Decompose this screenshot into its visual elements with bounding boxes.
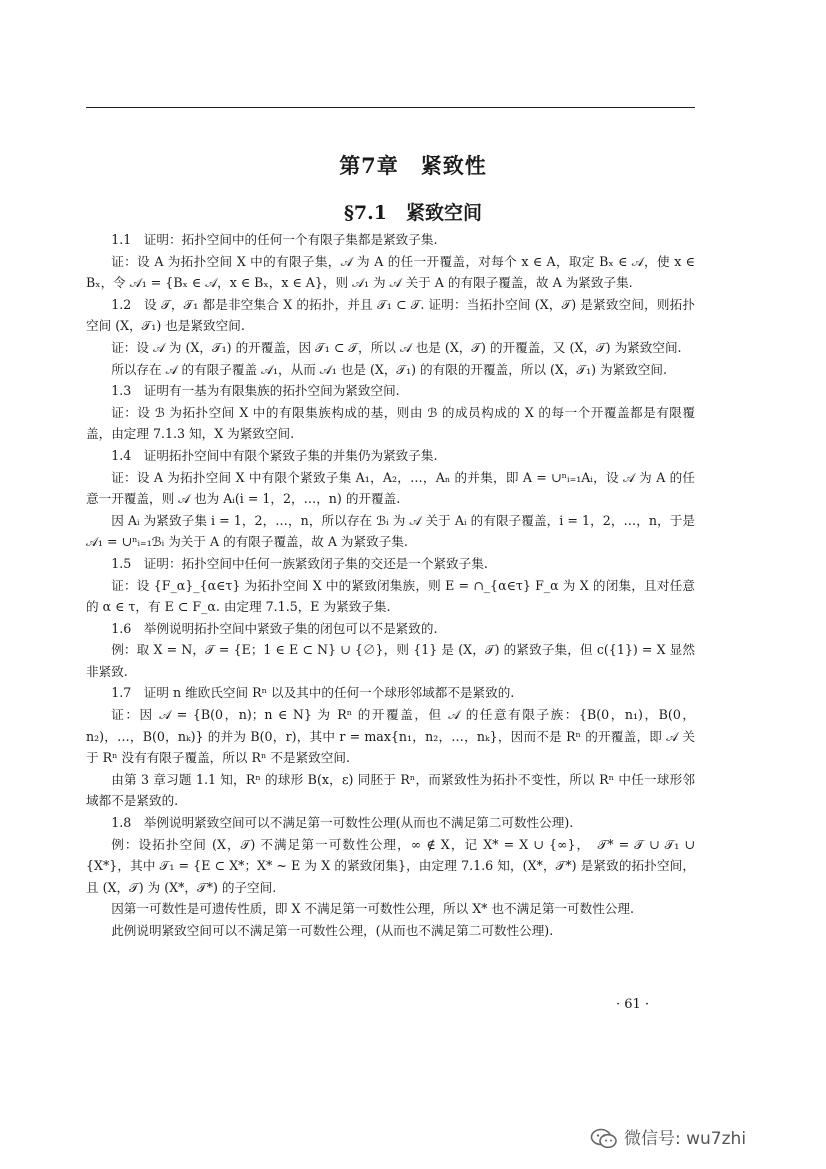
paragraph: 1.2 设 𝒯，𝒯₁ 都是非空集合 X 的拓扑，并且 𝒯₁ ⊂ 𝒯. 证明：当拓扑空间 (X，𝒯) 是紧致空间，则拓扑空间 (X，𝒯₁) 也是紧致空间. <box>86 296 695 334</box>
paragraph: 证：设 A 为拓扑空间 X 中的有限子集，𝒜 为 A 的任一开覆盖，对每个 x ∈ A，取定 Bₓ ∈ 𝒜，使 x ∈ Bₓ，令 𝒜₁ = {Bₓ ∈ 𝒜，x ∈ Bₓ，x ∈ A}，则 𝒜₁ 为 𝒜 关于 A 的有限子覆盖，故 A 为紧致子集. <box>86 253 695 291</box>
paragraph: 1.7 证明 n 维欧氏空间 Rⁿ 以及其中的任何一个球形邻域都不是紧致的. <box>111 685 515 701</box>
header-rule <box>86 107 695 108</box>
paragraph: 例：设拓扑空间 (X，𝒯) 不满足第一可数性公理，∞ ∉ X，记 X* = X ∪ {∞}， 𝒯* = 𝒯 ∪ 𝒯₁ ∪ {X*}，其中 𝒯₁ = {E ⊂ X*；X* ~ E 为 X 的紧致闭集}，由定理 7.1.6 知，(X*，𝒯*) 是紧致的拓扑空间，且 (X，𝒯) 为 (X*，𝒯*) 的子空间. <box>86 836 695 895</box>
section-title: §7.1 紧致空间 <box>344 202 482 224</box>
paragraph: 由第 3 章习题 1.1 知，Rⁿ 的球形 B(x，ε) 同胚于 Rⁿ，而紧致性为拓扑不变性，所以 Rⁿ 中任一球形邻域都不是紧致的. <box>86 771 695 809</box>
page-number: · 61 · <box>616 997 650 1012</box>
body-text <box>86 229 695 942</box>
paragraph: 此例说明紧致空间可以不满足第一可数性公理，(从而也不满足第二可数性公理). <box>111 923 554 938</box>
paragraph: 证：设 ℬ 为拓扑空间 X 中的有限集族构成的基，则由 ℬ 的成员构成的 X 的每一个开覆盖都是有限覆盖，由定理 7.1.3 知，X 为紧致空间. <box>86 404 695 442</box>
chapter-title: 第7章 紧致性 <box>339 153 487 178</box>
paragraph: 证：设 A 为拓扑空间 X 中有限个紧致子集 A₁，A₂，…，Aₙ 的并集，即 A = ∪ⁿᵢ₌₁Aᵢ，设 𝒜 为 A 的任意一开覆盖，则 𝒜 也为 Aᵢ(i = 1，2，…，n) 的开覆盖. <box>86 469 695 507</box>
watermark <box>590 1124 746 1150</box>
paragraph: 1.8 举例说明紧致空间可以不满足第一可数性公理(从而也不满足第二可数性公理). <box>111 815 574 831</box>
wechat-icon <box>590 1128 618 1150</box>
watermark-text: 微信号: wu7zhi <box>624 1129 747 1149</box>
paragraph: 所以存在 𝒜 的有限子覆盖 𝒜₁，从而 𝒜₁ 也是 (X，𝒯₁) 的有限的开覆盖，所以 (X，𝒯₁) 为紧致空间. <box>111 361 668 377</box>
paragraph: 证：设 {F_α}_{α∈τ} 为拓扑空间 X 中的紧致闭集族，则 E = ∩_{α∈τ} F_α 为 X 的闭集，且对任意的 α ∈ τ，有 E ⊂ F_α. 由定理 7.1.5，E 为紧致子集. <box>86 577 695 615</box>
paragraph: 1.6 举例说明拓扑空间中紧致子集的闭包可以不是紧致的. <box>111 620 438 636</box>
paragraph: 1.5 证明：拓扑空间中任何一族紧致闭子集的交还是一个紧致子集. <box>111 555 488 571</box>
paragraph: 1.3 证明有一基为有限集族的拓扑空间为紧致空间. <box>111 383 400 399</box>
paragraph: 证：因 𝒜 = {B(0，n)；n ∈ N} 为 Rⁿ 的开覆盖，但 𝒜 的任意有限子族：{B(0，n₁)，B(0，n₂)，…，B(0，nₖ)} 的并为 B(0，r)，其中 r = max{n₁，n₂，…，nₖ}，因而不是 Rⁿ 的开覆盖，即 𝒜 关于 Rⁿ 没有有限子覆盖，所以 Rⁿ 不是紧致空间. <box>86 707 695 766</box>
paragraph: 因 Aᵢ 为紧致子集 i = 1，2，…，n，所以存在 ℬᵢ 为 𝒜 关于 Aᵢ 的有限子覆盖，i = 1，2，…，n，于是 𝒜₁ = ∪ⁿᵢ₌₁ℬᵢ 为关于 A 的有限子覆盖，故 A 为紧致子集. <box>86 512 695 550</box>
paragraph: 1.1 证明：拓扑空间中的任何一个有限子集都是紧致子集. <box>111 232 438 247</box>
paragraph: 例：取 X = N，𝒯 = {E；1 ∈ E ⊂ N} ∪ {∅}，则 {1} 是 (X，𝒯) 的紧致子集，但 c({1}) = X 显然非紧致. <box>86 642 695 679</box>
paragraph: 因第一可数性是可遗传性质，即 X 不满足第一可数性公理，所以 X* 也不满足第一可数性公理. <box>111 901 634 917</box>
paragraph: 证：设 𝒜 为 (X，𝒯₁) 的开覆盖，因 𝒯₁ ⊂ 𝒯，所以 𝒜 也是 (X，𝒯) 的开覆盖，又 (X，𝒯) 为紧致空间. <box>111 339 682 355</box>
paragraph: 1.4 证明拓扑空间中有限个紧致子集的并集仍为紧致子集. <box>111 447 438 463</box>
